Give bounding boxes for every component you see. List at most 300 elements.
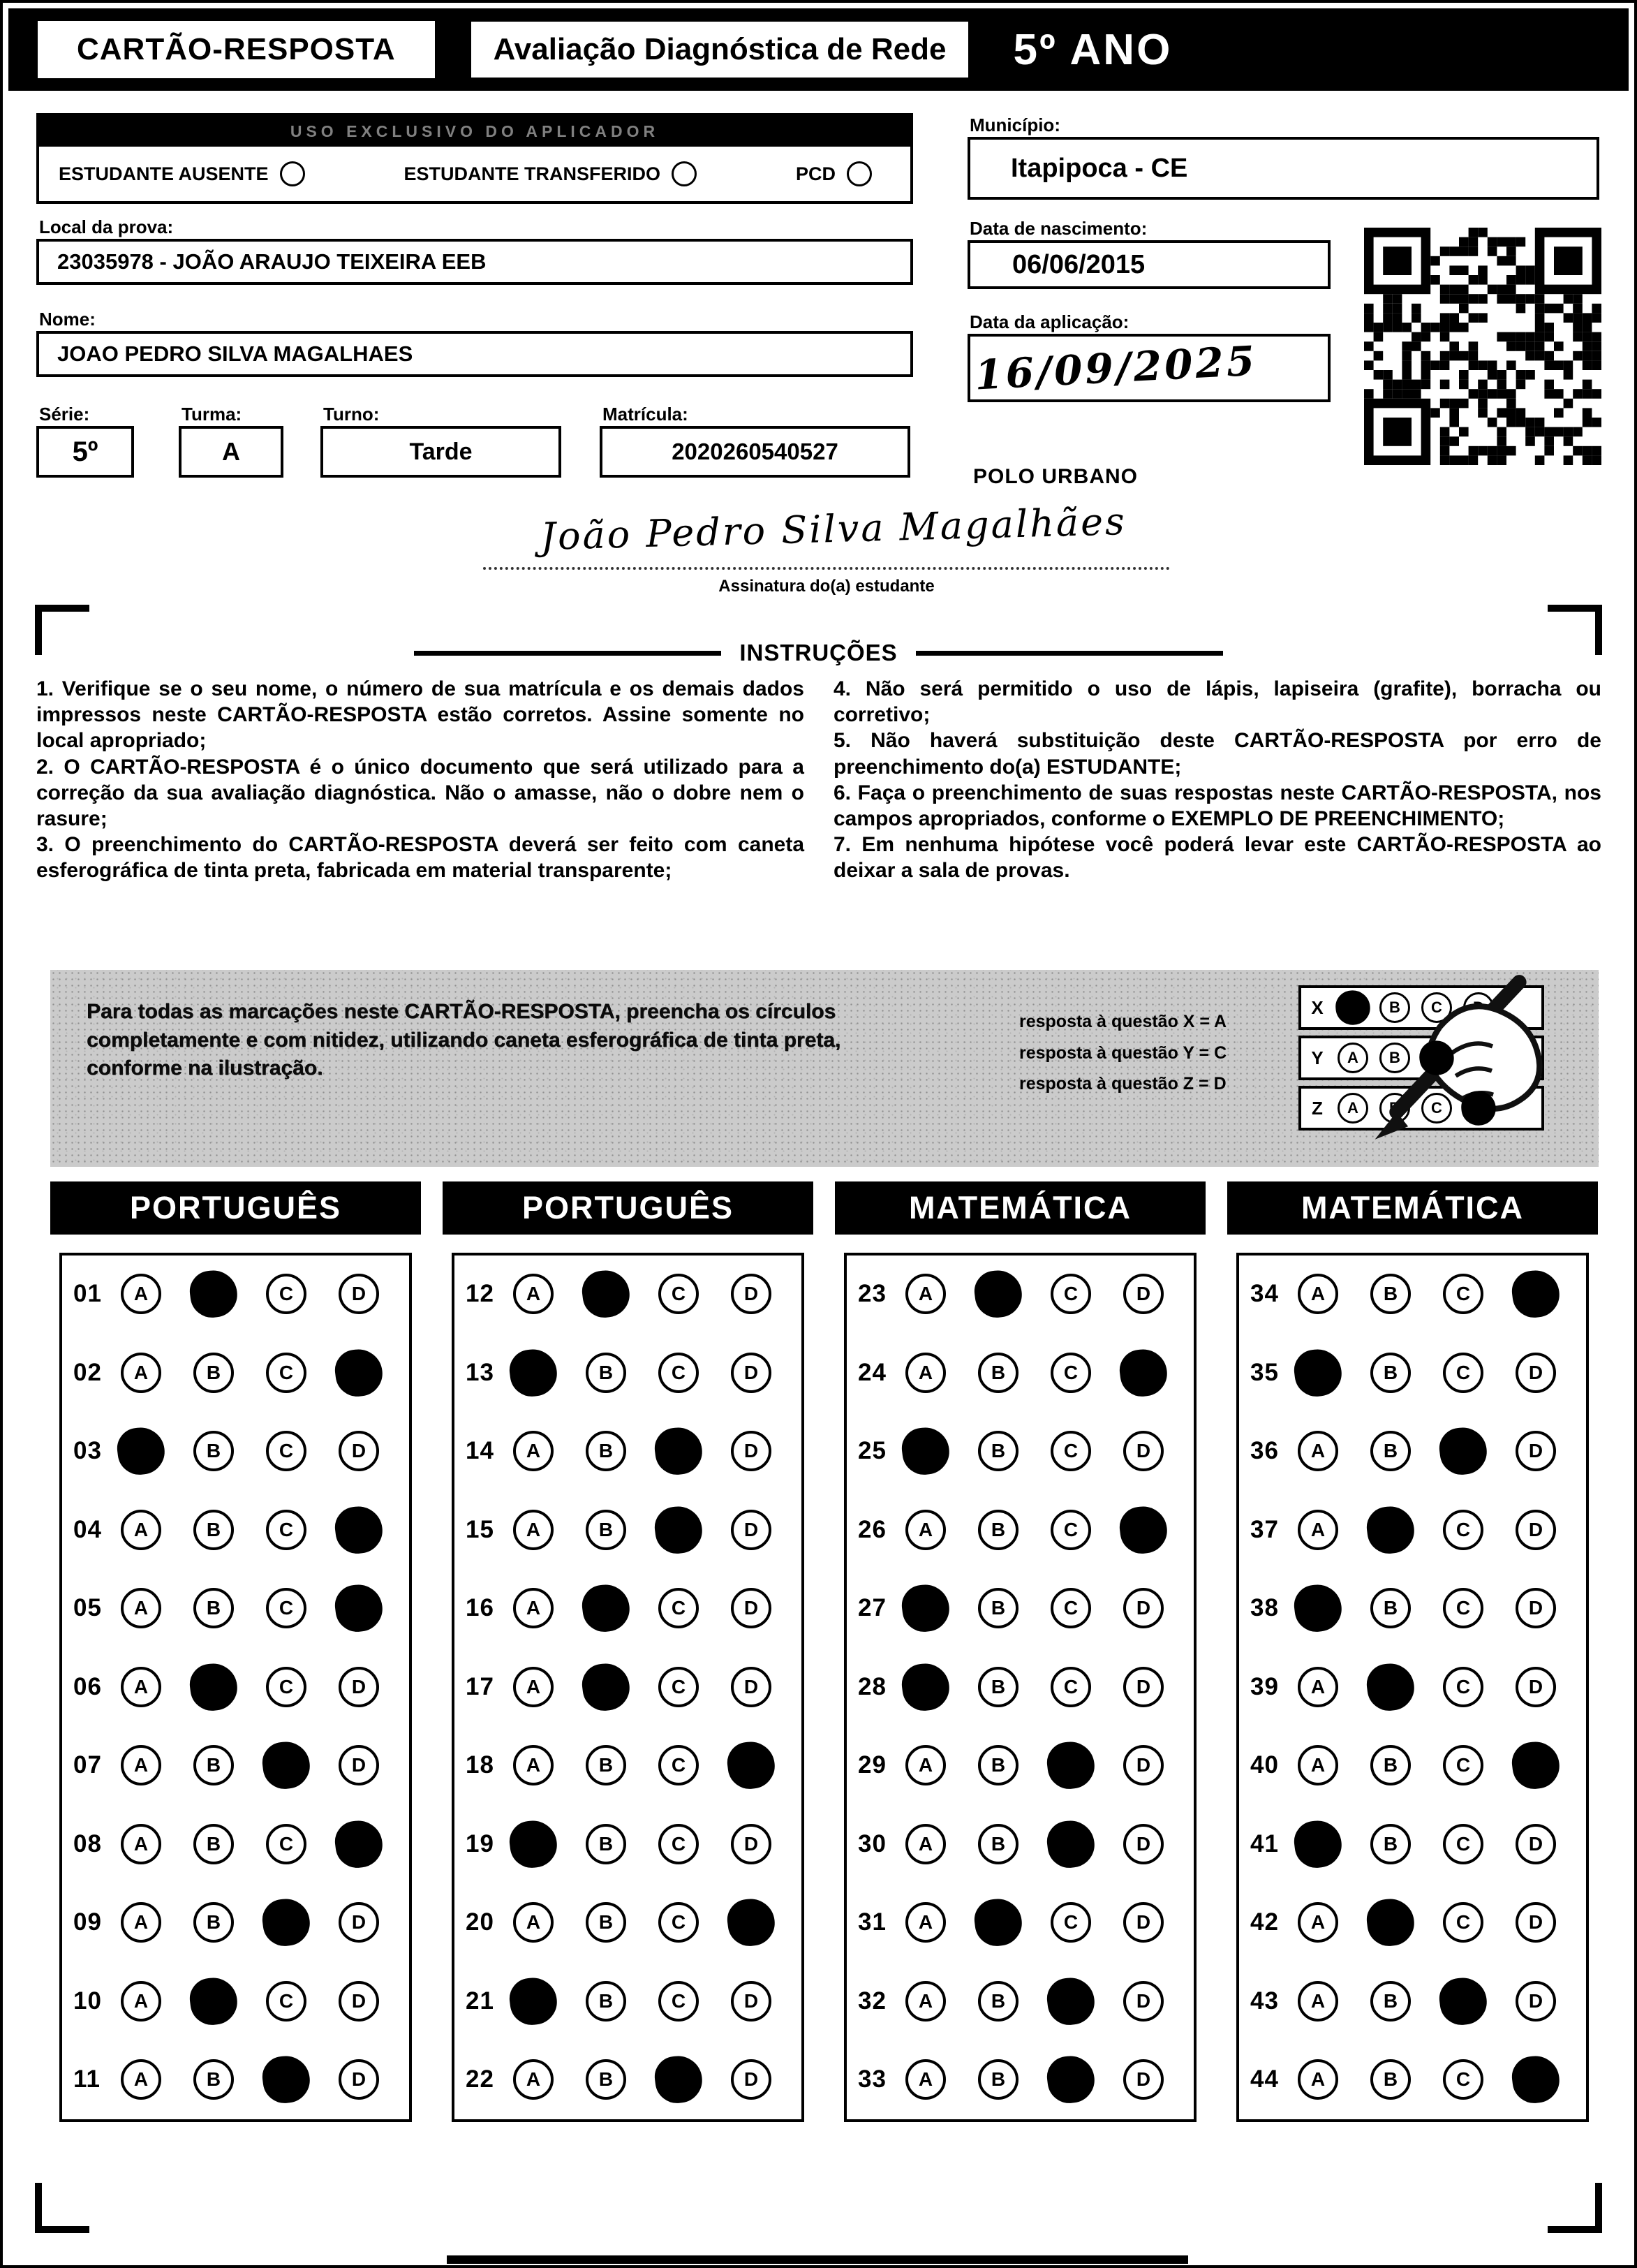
question-number: 24 (858, 1358, 887, 1386)
example-bubble-b: B (1379, 992, 1410, 1023)
answer-bubble-c[interactable]: C (1051, 1510, 1091, 1550)
answer-bubble-a[interactable]: A (121, 1588, 161, 1628)
instruction-item: 2. O CARTÃO-RESPOSTA é o único documento que será utilizado para a correção da sua avaliação diagnóstica. Não o amasse, não o dobre nem o rasure; (36, 755, 804, 830)
registration-mark-bottom-right (1548, 2183, 1602, 2233)
answer-bubble-c[interactable]: C (658, 1588, 699, 1628)
serie-field: 5º (36, 426, 134, 478)
answer-bubble-c[interactable] (1437, 1975, 1490, 2027)
answer-bubble-d[interactable]: D (1123, 1431, 1164, 1471)
answer-bubble-d[interactable]: D (731, 1274, 771, 1314)
question-number: 18 (466, 1751, 494, 1779)
question-row (1239, 2059, 1586, 2100)
answer-bubble-a[interactable]: A (905, 1981, 946, 2022)
instructions-rule-right (916, 651, 1223, 656)
answer-bubble-b[interactable] (188, 1268, 240, 1320)
answer-bubble-c[interactable]: C (266, 1431, 306, 1471)
answer-bubble-b[interactable]: B (193, 1353, 234, 1393)
question-number: 42 (1250, 1908, 1279, 1936)
question-row (454, 1274, 801, 1314)
answer-bubble-c[interactable]: C (1443, 2059, 1483, 2100)
answer-column (50, 1181, 421, 2122)
answer-bubble-c[interactable]: C (1443, 1902, 1483, 1943)
answer-bubble-a[interactable]: A (513, 1745, 554, 1785)
question-row (62, 1510, 409, 1550)
subject-header: MATEMÁTICA (1227, 1181, 1598, 1235)
answer-bubble-a[interactable] (900, 1582, 952, 1635)
answer-bubble-c[interactable]: C (266, 1588, 306, 1628)
checkbox-circle[interactable] (280, 161, 305, 186)
answer-bubble-b[interactable]: B (586, 2059, 626, 2100)
example-caption: resposta à questão Z = D (1019, 1074, 1227, 1094)
answer-bubble-d[interactable]: D (731, 1510, 771, 1550)
answer-bubble-a[interactable]: A (1298, 1510, 1338, 1550)
answer-bubble-c[interactable] (1045, 1818, 1097, 1870)
answer-bubble-a[interactable] (508, 1975, 560, 2027)
answer-bubble-b[interactable]: B (1370, 1981, 1411, 2022)
answer-bubble-d[interactable]: D (1123, 1274, 1164, 1314)
answer-bubble-d[interactable]: D (731, 1353, 771, 1393)
answer-bubble-b[interactable] (580, 1582, 632, 1635)
answer-bubble-d[interactable]: D (1516, 1353, 1556, 1393)
question-row (454, 1745, 801, 1785)
question-row (847, 1902, 1194, 1943)
answer-bubble-b[interactable]: B (193, 1431, 234, 1471)
answer-bubble-b[interactable]: B (193, 1902, 234, 1943)
local-da-prova-field: 23035978 - JOÃO ARAUJO TEIXEIRA EEB (36, 239, 913, 285)
question-row (1239, 1431, 1586, 1471)
answer-bubble-d[interactable] (725, 1897, 778, 1949)
answer-bubble-c[interactable]: C (658, 1353, 699, 1393)
answer-bubble-a[interactable]: A (1298, 2059, 1338, 2100)
question-number: 39 (1250, 1672, 1279, 1700)
question-number: 03 (73, 1437, 102, 1464)
answer-bubble-d[interactable] (725, 1739, 778, 1792)
answer-bubble-c[interactable] (1045, 2054, 1097, 2106)
answer-bubble-b[interactable]: B (586, 1981, 626, 2022)
answer-bubble-a[interactable]: A (513, 1431, 554, 1471)
answer-grid (452, 1253, 804, 2122)
answer-bubble-b[interactable]: B (1370, 1588, 1411, 1628)
answer-bubble-c[interactable]: C (266, 1510, 306, 1550)
answer-bubble-c[interactable]: C (266, 1824, 306, 1864)
header (8, 8, 1629, 91)
answer-bubble-b[interactable]: B (586, 1902, 626, 1943)
answer-bubble-c[interactable]: C (658, 1981, 699, 2022)
answer-bubble-d[interactable]: D (339, 1274, 379, 1314)
question-row (454, 1824, 801, 1864)
turno-field: Tarde (320, 426, 561, 478)
answer-bubble-c[interactable]: C (1443, 1824, 1483, 1864)
question-row (847, 1353, 1194, 1393)
answer-bubble-c[interactable]: C (266, 1667, 306, 1707)
answer-bubble-a[interactable]: A (513, 2059, 554, 2100)
question-number: 08 (73, 1829, 102, 1857)
answer-bubble-a[interactable]: A (121, 1902, 161, 1943)
question-number: 32 (858, 1987, 887, 2015)
instructions-right (834, 676, 1601, 884)
signature-caption: Assinatura do(a) estudante (718, 577, 935, 596)
answer-bubble-c[interactable]: C (1051, 1588, 1091, 1628)
answer-bubble-b[interactable]: B (1370, 1824, 1411, 1864)
instructions-left (36, 676, 804, 884)
answer-bubble-c[interactable]: C (1443, 1667, 1483, 1707)
answer-bubble-c[interactable]: C (1051, 1902, 1091, 1943)
instructions-columns (36, 676, 1601, 884)
data-nascimento-label: Data de nascimento: (970, 218, 1148, 239)
checkbox-circle[interactable] (847, 161, 872, 186)
form-title: CARTÃO-RESPOSTA (38, 21, 435, 78)
answer-bubble-c[interactable] (260, 2054, 313, 2106)
answer-bubble-b[interactable]: B (193, 1510, 234, 1550)
answer-bubble-a[interactable] (1292, 1818, 1345, 1870)
instructions-title: INSTRUÇÕES (739, 640, 898, 665)
answer-bubble-b[interactable]: B (978, 2059, 1019, 2100)
question-number: 33 (858, 2066, 887, 2093)
answer-bubble-b[interactable] (1365, 1503, 1417, 1556)
answer-bubble-d[interactable]: D (731, 1824, 771, 1864)
answer-bubble-a[interactable]: A (121, 2059, 161, 2100)
question-row (847, 1745, 1194, 1785)
answer-bubble-b[interactable]: B (978, 1667, 1019, 1707)
instructions-rule-left (414, 651, 721, 656)
answer-bubble-c[interactable] (653, 1425, 705, 1478)
nome-field: JOAO PEDRO SILVA MAGALHAES (36, 331, 913, 377)
data-nascimento-field: 06/06/2015 (968, 240, 1331, 289)
answer-bubble-b[interactable]: B (978, 1824, 1019, 1864)
answer-bubble-b[interactable]: B (586, 1510, 626, 1550)
question-number: 36 (1250, 1437, 1279, 1464)
answer-bubble-d[interactable]: D (339, 1667, 379, 1707)
answer-bubble-d[interactable] (1118, 1503, 1170, 1556)
answer-bubble-a[interactable]: A (513, 1902, 554, 1943)
question-row (847, 1510, 1194, 1550)
answer-bubble-c[interactable]: C (1443, 1588, 1483, 1628)
question-number: 16 (466, 1594, 494, 1621)
answer-bubble-b[interactable]: B (193, 1588, 234, 1628)
question-number: 07 (73, 1751, 102, 1779)
answer-bubble-b[interactable]: B (1370, 1431, 1411, 1471)
answer-bubble-d[interactable]: D (1516, 1902, 1556, 1943)
answer-bubble-b[interactable]: B (586, 1824, 626, 1864)
answer-bubble-c[interactable] (653, 1503, 705, 1556)
answer-bubble-c[interactable]: C (1051, 1667, 1091, 1707)
example-bubble-a: A (1338, 1093, 1368, 1124)
answer-bubble-d[interactable]: D (731, 1667, 771, 1707)
example-grid (1298, 985, 1544, 1136)
answer-bubble-a[interactable]: A (905, 1353, 946, 1393)
question-row (454, 1353, 801, 1393)
checkbox-circle[interactable] (672, 161, 697, 186)
question-number: 09 (73, 1908, 102, 1936)
answer-bubble-c[interactable]: C (1443, 1353, 1483, 1393)
answer-bubble-c[interactable]: C (1051, 1353, 1091, 1393)
question-number: 41 (1250, 1829, 1279, 1857)
admin-checkbox-row (39, 147, 910, 201)
answer-bubble-a[interactable] (508, 1818, 560, 1870)
question-number: 01 (73, 1280, 102, 1307)
question-row (1239, 1274, 1586, 1314)
answer-bubble-b[interactable]: B (193, 2059, 234, 2100)
question-row (847, 2059, 1194, 2100)
answer-bubble-b[interactable] (580, 1268, 632, 1320)
answer-bubble-b[interactable]: B (978, 1353, 1019, 1393)
answer-bubble-c[interactable]: C (266, 1981, 306, 2022)
answer-bubble-d[interactable]: D (1516, 1588, 1556, 1628)
example-bubble-b: B (1379, 1043, 1410, 1073)
answer-bubble-d[interactable] (333, 1503, 385, 1556)
answer-bubble-c[interactable]: C (1443, 1745, 1483, 1785)
signature-line[interactable] (483, 567, 1170, 570)
answer-bubble-a[interactable]: A (1298, 1745, 1338, 1785)
answer-bubble-b[interactable] (188, 1975, 240, 2027)
matricula-label: Matrícula: (602, 404, 688, 425)
answer-bubble-d[interactable]: D (1516, 1981, 1556, 2022)
question-row (62, 1274, 409, 1314)
answer-bubble-b[interactable]: B (1370, 1274, 1411, 1314)
question-row (847, 1431, 1194, 1471)
answer-bubble-b[interactable]: B (193, 1745, 234, 1785)
example-caption: resposta à questão Y = C (1019, 1043, 1227, 1063)
question-row (847, 1824, 1194, 1864)
checkbox-label: ESTUDANTE AUSENTE (59, 163, 269, 184)
question-row (1239, 1510, 1586, 1550)
assessment-title: Avaliação Diagnóstica de Rede (471, 22, 969, 78)
example-captions (1019, 1006, 1227, 1100)
answer-bubble-b[interactable]: B (1370, 2059, 1411, 2100)
question-row (62, 2059, 409, 2100)
answer-bubble-a[interactable]: A (121, 1510, 161, 1550)
question-number: 44 (1250, 2066, 1279, 2093)
answer-column (443, 1181, 813, 2122)
answer-bubble-d[interactable]: D (339, 2059, 379, 2100)
answer-bubble-d[interactable]: D (1123, 1981, 1164, 2022)
answer-columns (50, 1181, 1599, 2122)
answer-bubble-a[interactable] (508, 1346, 560, 1399)
question-row (62, 1353, 409, 1393)
question-number: 22 (466, 2066, 494, 2093)
answer-bubble-d[interactable]: D (731, 2059, 771, 2100)
answer-bubble-c[interactable]: C (1051, 1431, 1091, 1471)
question-number: 30 (858, 1829, 887, 1857)
answer-bubble-b[interactable]: B (586, 1745, 626, 1785)
answer-bubble-d[interactable]: D (1516, 1824, 1556, 1864)
answer-bubble-a[interactable]: A (905, 1824, 946, 1864)
question-number: 21 (466, 1987, 494, 2015)
example-caption: resposta à questão X = A (1019, 1012, 1227, 1031)
answer-bubble-d[interactable]: D (339, 1431, 379, 1471)
question-row (454, 1431, 801, 1471)
answer-bubble-c[interactable]: C (658, 1274, 699, 1314)
answer-bubble-b[interactable] (972, 1897, 1025, 1949)
example-row-label: X (1311, 996, 1324, 1018)
question-row (847, 1588, 1194, 1628)
checkbox-label: ESTUDANTE TRANSFERIDO (403, 163, 661, 184)
answer-bubble-d[interactable]: D (339, 1902, 379, 1943)
question-number: 40 (1250, 1751, 1279, 1779)
answer-bubble-d[interactable]: D (339, 1745, 379, 1785)
answer-bubble-d[interactable] (333, 1582, 385, 1635)
question-number: 43 (1250, 1987, 1279, 2015)
answer-bubble-d[interactable]: D (1516, 1667, 1556, 1707)
question-row (454, 2059, 801, 2100)
question-row (1239, 1667, 1586, 1707)
question-row (454, 1902, 801, 1943)
question-row (62, 1667, 409, 1707)
answer-bubble-d[interactable]: D (1123, 1824, 1164, 1864)
answer-grid (1236, 1253, 1589, 2122)
answer-bubble-a[interactable]: A (1298, 1431, 1338, 1471)
answer-bubble-b[interactable] (972, 1268, 1025, 1320)
answer-bubble-a[interactable]: A (121, 1667, 161, 1707)
municipio-label: Município: (970, 115, 1060, 135)
question-row (62, 1745, 409, 1785)
answer-bubble-b[interactable]: B (978, 1588, 1019, 1628)
answer-column (1227, 1181, 1598, 2122)
grade-label: 5º ANO (1013, 25, 1173, 74)
instruction-item: 4. Não será permitido o uso de lápis, lapiseira (grafite), borracha ou corretivo; (834, 677, 1601, 727)
answer-bubble-b[interactable] (1365, 1660, 1417, 1713)
answer-bubble-c[interactable] (653, 2054, 705, 2106)
answer-bubble-d[interactable]: D (731, 1431, 771, 1471)
answer-bubble-d[interactable]: D (339, 1981, 379, 2022)
answer-bubble-d[interactable]: D (1123, 1902, 1164, 1943)
answer-bubble-a[interactable] (1292, 1346, 1345, 1399)
answer-bubble-b[interactable] (188, 1660, 240, 1713)
answer-bubble-a[interactable]: A (1298, 1981, 1338, 2022)
answer-bubble-d[interactable] (1118, 1346, 1170, 1399)
serie-label: Série: (39, 404, 90, 425)
matricula-field: 2020260540527 (600, 426, 910, 478)
answer-bubble-b[interactable]: B (978, 1745, 1019, 1785)
answer-grid (844, 1253, 1197, 2122)
answer-bubble-b[interactable]: B (978, 1981, 1019, 2022)
answer-bubble-b[interactable]: B (1370, 1745, 1411, 1785)
answer-bubble-b[interactable]: B (586, 1431, 626, 1471)
answer-bubble-d[interactable] (333, 1346, 385, 1399)
answer-bubble-b[interactable]: B (978, 1510, 1019, 1550)
question-number: 23 (858, 1280, 887, 1307)
answer-bubble-a[interactable]: A (905, 2059, 946, 2100)
answer-bubble-a[interactable]: A (121, 1274, 161, 1314)
answer-bubble-d[interactable] (1510, 2054, 1562, 2106)
answer-bubble-d[interactable] (1510, 1739, 1562, 1792)
answer-bubble-d[interactable]: D (731, 1588, 771, 1628)
answer-bubble-d[interactable] (333, 1818, 385, 1870)
question-row (454, 1588, 801, 1628)
question-number: 31 (858, 1908, 887, 1936)
question-row (454, 1667, 801, 1707)
answer-bubble-d[interactable]: D (731, 1981, 771, 2022)
answer-bubble-c[interactable]: C (266, 1274, 306, 1314)
question-number: 26 (858, 1515, 887, 1543)
answer-bubble-d[interactable]: D (1123, 1588, 1164, 1628)
answer-bubble-c[interactable] (1045, 1975, 1097, 2027)
question-number: 05 (73, 1594, 102, 1621)
answer-bubble-a[interactable]: A (905, 1510, 946, 1550)
answer-bubble-d[interactable]: D (1123, 1667, 1164, 1707)
answer-bubble-a[interactable]: A (513, 1510, 554, 1550)
answer-bubble-a[interactable]: A (905, 1902, 946, 1943)
answer-bubble-d[interactable]: D (1123, 1745, 1164, 1785)
question-row (1239, 1902, 1586, 1943)
question-number: 38 (1250, 1594, 1279, 1621)
answer-bubble-a[interactable] (1292, 1582, 1345, 1635)
answer-column (835, 1181, 1206, 2122)
example-row-label: Y (1311, 1047, 1324, 1068)
answer-bubble-a[interactable]: A (513, 1274, 554, 1314)
checkbox-item (796, 161, 872, 186)
answer-bubble-a[interactable]: A (1298, 1274, 1338, 1314)
answer-bubble-b[interactable]: B (193, 1824, 234, 1864)
answer-bubble-d[interactable]: D (1516, 1510, 1556, 1550)
answer-bubble-c[interactable]: C (658, 1902, 699, 1943)
answer-bubble-a[interactable]: A (121, 1824, 161, 1864)
example-bubble-b: B (1379, 1093, 1410, 1124)
question-number: 10 (73, 1987, 102, 2015)
answer-grid (59, 1253, 412, 2122)
answer-bubble-c[interactable]: C (658, 1667, 699, 1707)
answer-bubble-a[interactable]: A (121, 1745, 161, 1785)
answer-bubble-c[interactable] (260, 1897, 313, 1949)
question-number: 11 (73, 2066, 101, 2093)
instruction-item: 7. Em nenhuma hipótese você poderá levar este CARTÃO-RESPOSTA ao deixar a sala de provas. (834, 833, 1601, 883)
answer-bubble-a[interactable]: A (1298, 1667, 1338, 1707)
answer-bubble-d[interactable] (1510, 1268, 1562, 1320)
answer-bubble-c[interactable]: C (1443, 1274, 1483, 1314)
answer-bubble-a[interactable]: A (1298, 1902, 1338, 1943)
answer-bubble-b[interactable]: B (586, 1353, 626, 1393)
data-aplicacao-field[interactable] (968, 334, 1331, 402)
answer-bubble-a[interactable]: A (121, 1353, 161, 1393)
answer-bubble-b[interactable] (580, 1660, 632, 1713)
answer-bubble-a[interactable]: A (121, 1981, 161, 2022)
nome-label: Nome: (39, 309, 96, 330)
fill-example-box (50, 970, 1599, 1167)
answer-bubble-c[interactable]: C (658, 1745, 699, 1785)
answer-bubble-d[interactable]: D (1123, 2059, 1164, 2100)
question-row (454, 1981, 801, 2022)
answer-bubble-d[interactable]: D (1516, 1431, 1556, 1471)
answer-bubble-a[interactable]: A (513, 1588, 554, 1628)
question-number: 06 (73, 1672, 102, 1700)
question-row (847, 1274, 1194, 1314)
answer-bubble-b[interactable]: B (1370, 1353, 1411, 1393)
answer-bubble-c[interactable] (260, 1739, 313, 1792)
answer-bubble-a[interactable]: A (905, 1274, 946, 1314)
checkbox-label: PCD (795, 163, 836, 184)
turma-label: Turma: (182, 404, 242, 425)
answer-bubble-c[interactable] (1437, 1425, 1490, 1478)
answer-bubble-a[interactable] (900, 1660, 952, 1713)
question-number: 27 (858, 1594, 887, 1621)
answer-bubble-c[interactable] (1045, 1739, 1097, 1792)
answer-bubble-b[interactable]: B (978, 1431, 1019, 1471)
question-row (1239, 1353, 1586, 1393)
answer-bubble-a[interactable] (115, 1425, 168, 1478)
answer-bubble-b[interactable] (1365, 1897, 1417, 1949)
checkbox-item (404, 161, 697, 186)
answer-bubble-c[interactable]: C (1443, 1510, 1483, 1550)
registration-mark-bottom-left (35, 2183, 89, 2233)
answer-bubble-c[interactable]: C (658, 1824, 699, 1864)
answer-bubble-a[interactable] (900, 1425, 952, 1478)
answer-bubble-c[interactable]: C (266, 1353, 306, 1393)
signature-handwriting: João Pedro Silva Magalhães (540, 499, 1127, 559)
answer-bubble-a[interactable]: A (905, 1745, 946, 1785)
question-row (1239, 1745, 1586, 1785)
answer-bubble-c[interactable]: C (1051, 1274, 1091, 1314)
answer-bubble-a[interactable]: A (513, 1667, 554, 1707)
